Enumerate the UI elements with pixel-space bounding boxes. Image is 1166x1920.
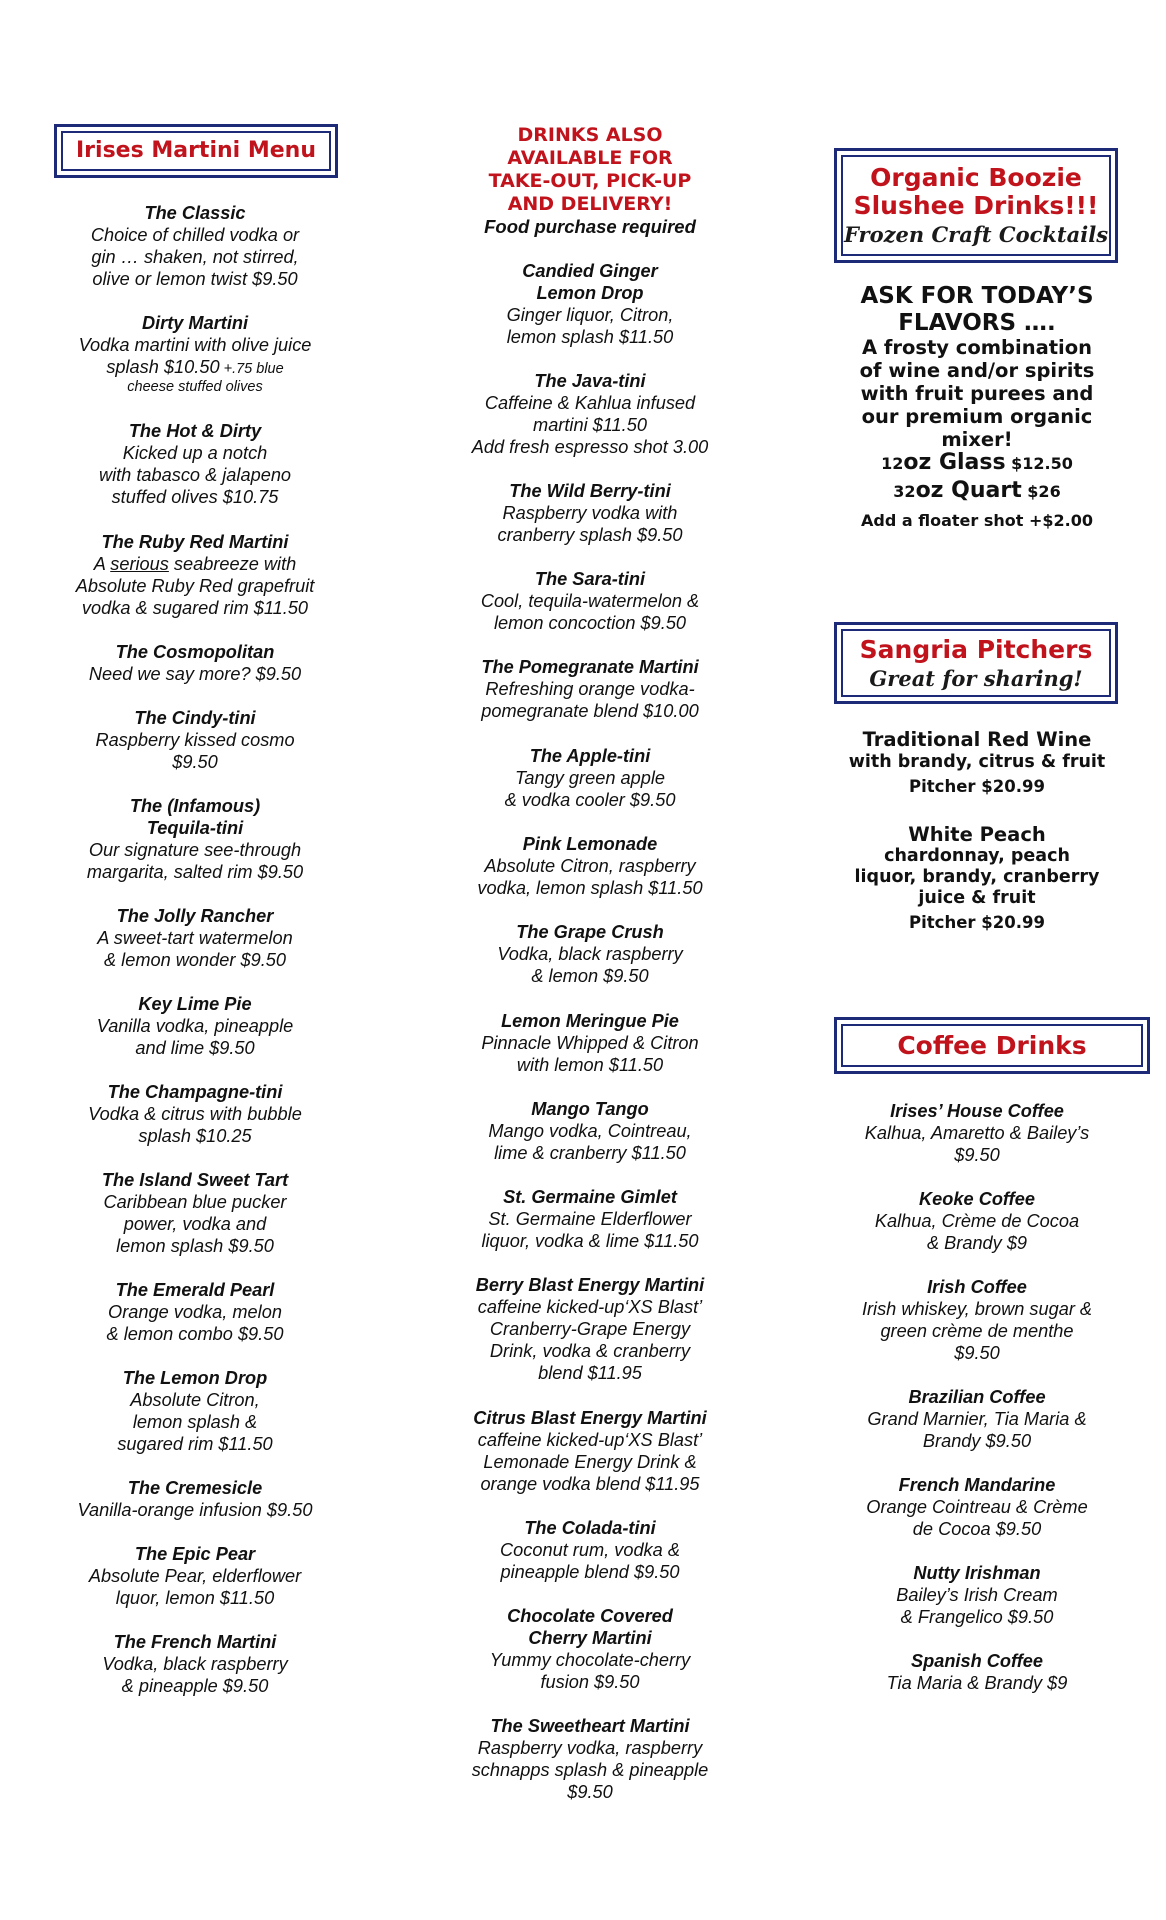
coffee-title: Coffee Drinks [897, 1030, 1087, 1060]
item-desc: Orange Cointreau & Crème de Cocoa $9.50 [866, 1497, 1088, 1539]
item-desc: Irish whiskey, brown sugar & green crème de menthe $9.50 [861, 1299, 1093, 1363]
menu-item [40, 1169, 350, 1257]
item-name: The Cindy-tini [134, 708, 256, 728]
item-desc: Caribbean blue pucker power, vodka and lemon splash $9.50 [103, 1192, 287, 1256]
sangria-subtitle: Great for sharing! [869, 665, 1083, 691]
takeout-notice: DRINKS ALSO AVAILABLE FOR TAKE-OUT, PICK-UP AND DELIVERY! [488, 124, 692, 215]
item-desc: Absolute Ruby Red grapefruit vodka & sugared rim $11.50 [75, 576, 315, 618]
item-name: Irish Coffee [927, 1277, 1027, 1297]
item-name: The Champagne-tini [107, 1082, 283, 1102]
item-desc: Vodka martini with olive juice splash $10.50 [78, 335, 312, 377]
menu-item [440, 1715, 740, 1803]
item-desc: caffeine kicked-up‘XS Blast’ Cranberry-Grape Energy Drink, vodka & cranberry blend $11.95 [477, 1297, 703, 1383]
item-name: Key Lime Pie [138, 994, 252, 1014]
menu-item [40, 420, 350, 508]
item-desc: Kicked up a notch with tabasco & jalapeno stuffed olives $10.75 [98, 443, 292, 507]
sangria-name: White Peach [908, 823, 1046, 846]
item-name: Keoke Coffee [919, 1189, 1035, 1209]
menu-item [40, 1631, 350, 1697]
item-name: Lemon Meringue Pie [501, 1011, 679, 1031]
item-desc: St. Germaine Elderflower liquor, vodka & lime $11.50 [481, 1209, 699, 1251]
item-name: The (Infamous) Tequila-tini [129, 796, 261, 838]
item-desc: Refreshing orange vodka- pomegranate blend $10.00 [481, 679, 699, 721]
item-desc: Vanilla vodka, pineapple and lime $9.50 [96, 1016, 294, 1058]
menu-item [440, 1517, 740, 1583]
item-desc-prefix: A [93, 554, 111, 574]
menu-item [440, 1098, 740, 1164]
item-name: Citrus Blast Energy Martini [473, 1408, 707, 1428]
menu-item [440, 921, 740, 987]
quart-size: 32 [893, 482, 916, 501]
menu-item [440, 833, 740, 899]
martini-menu-title: Irises Martini Menu [76, 137, 316, 163]
item-desc: Kalhua, Amaretto & Bailey’s $9.50 [864, 1123, 1090, 1165]
item-desc: Absolute Citron, lemon splash & sugared rim $11.50 [117, 1390, 273, 1454]
menu-item [832, 1562, 1122, 1628]
item-desc: caffeine kicked-up‘XS Blast’ Lemonade Energy Drink & orange vodka blend $11.95 [477, 1430, 703, 1494]
item-desc: Vodka & citrus with bubble splash $10.25 [88, 1104, 302, 1146]
item-name: The Island Sweet Tart [101, 1170, 289, 1190]
item-desc: Coconut rum, vodka & pineapple blend $9.50 [500, 1540, 680, 1582]
menu-item [440, 1010, 740, 1076]
item-name: Berry Blast Energy Martini [475, 1275, 705, 1295]
item-name: The Grape Crush [516, 922, 664, 942]
menu-item [440, 1407, 740, 1495]
slushee-subtitle: Frozen Craft Cocktails [843, 222, 1109, 247]
menu-item [832, 1100, 1122, 1166]
item-desc: Our signature see-through margarita, salted rim $9.50 [86, 840, 304, 882]
menu-item [440, 568, 740, 634]
slushee-header [834, 148, 1118, 263]
slushee-title-line2: Slushee Drinks!!! [853, 191, 1099, 220]
specialty-column [440, 0, 740, 1920]
item-desc: Orange vodka, melon & lemon combo $9.50 [106, 1302, 284, 1344]
sangria-title: Sangria Pitchers [859, 634, 1093, 664]
takeout-notice-sub: Food purchase required [484, 216, 696, 237]
item-name: French Mandarine [898, 1475, 1056, 1495]
martini-column [40, 0, 350, 1920]
item-desc: Tia Maria & Brandy $9 [886, 1673, 1068, 1693]
sangria-desc: chardonnay, peach liquor, brandy, cranberry juice & fruit [854, 846, 1100, 908]
item-desc: A sweet-tart watermelon & lemon wonder $9.50 [97, 928, 293, 970]
item-name: The Wild Berry-tini [509, 481, 671, 501]
item-name: The Ruby Red Martini [101, 532, 289, 552]
menu-item [440, 370, 740, 458]
item-name: The Cosmopolitan [115, 642, 275, 662]
item-name: Spanish Coffee [910, 1651, 1044, 1671]
martini-menu-header [54, 124, 338, 178]
menu-item [440, 480, 740, 546]
sangria-price: Pitcher $20.99 [909, 913, 1045, 932]
item-name: Nutty Irishman [913, 1563, 1041, 1583]
slushee-glass-price [832, 450, 1122, 477]
item-name: The Classic [144, 203, 246, 223]
menu-item [40, 1279, 350, 1345]
menu-item [40, 1367, 350, 1455]
menu-item [40, 1081, 350, 1147]
item-name: The Cremesicle [127, 1478, 263, 1498]
slushee-ask-flavors: ASK FOR TODAY’S FLAVORS …. [860, 283, 1094, 336]
item-desc: Mango vodka, Cointreau, lime & cranberry $11.50 [488, 1121, 692, 1163]
item-name: The Jolly Rancher [116, 906, 274, 926]
item-desc: Absolute Pear, elderflower lquor, lemon $11.50 [88, 1566, 302, 1608]
item-name: Candied Ginger Lemon Drop [522, 261, 658, 303]
menu-item [40, 312, 350, 396]
menu-item [440, 745, 740, 811]
item-desc: Bailey’s Irish Cream & Frangelico $9.50 [896, 1585, 1058, 1627]
item-desc-extra: +.75 blue [219, 361, 284, 377]
item-desc: Raspberry vodka with cranberry splash $9.50 [497, 503, 683, 545]
item-name: The Apple-tini [529, 746, 651, 766]
item-name: The Hot & Dirty [128, 421, 262, 441]
item-name: Irises’ House Coffee [890, 1101, 1064, 1121]
item-desc-underline: serious [110, 554, 169, 574]
item-name: Dirty Martini [141, 313, 249, 333]
item-name: Pink Lemonade [522, 834, 658, 854]
item-name: Mango Tango [531, 1099, 649, 1119]
item-desc: Kalhua, Crème de Cocoa & Brandy $9 [874, 1211, 1080, 1253]
slushee-quart-price [832, 478, 1122, 505]
menu-item [832, 1650, 1122, 1694]
sangria-header [834, 622, 1118, 704]
menu-item [40, 993, 350, 1059]
menu-item [40, 905, 350, 971]
sangria-price: Pitcher $20.99 [909, 777, 1045, 796]
menu-item [832, 1276, 1122, 1364]
glass-size: 12 [881, 454, 904, 473]
menu-item [440, 656, 740, 722]
sangria-desc: with brandy, citrus & fruit [848, 752, 1106, 772]
menu-item [440, 260, 740, 348]
item-desc-suffix: seabreeze with [168, 554, 297, 574]
coffee-header [834, 1017, 1150, 1074]
menu-item [40, 707, 350, 773]
item-name: The French Martini [113, 1632, 277, 1652]
item-desc: Raspberry vodka, raspberry schnapps splash & pineapple $9.50 [471, 1738, 709, 1802]
item-name: Chocolate Covered Cherry Martini [507, 1606, 673, 1648]
item-desc-extra-line: cheese stuffed olives [127, 379, 263, 395]
item-desc: Caffeine & Kahlua infused martini $11.50 Add fresh espresso shot 3.00 [471, 393, 709, 457]
menu-item [40, 531, 350, 619]
menu-item [40, 1543, 350, 1609]
frozen-and-coffee-column [832, 0, 1162, 1920]
item-desc: Pinnacle Whipped & Citron with lemon $11.50 [481, 1033, 699, 1075]
item-desc: Cool, tequila-watermelon & lemon concoction $9.50 [480, 591, 700, 633]
item-name: St. Germaine Gimlet [503, 1187, 677, 1207]
menu-item [440, 1605, 740, 1693]
item-name: The Lemon Drop [122, 1368, 268, 1388]
menu-item [40, 795, 350, 883]
menu-item [40, 202, 350, 290]
quart-price: $26 [1027, 482, 1061, 501]
menu-item [40, 1477, 350, 1521]
item-desc: Choice of chilled vodka or gin … shaken, not stirred, olive or lemon twist $9.50 [90, 225, 300, 289]
item-desc: Vodka, black raspberry & pineapple $9.50 [102, 1654, 288, 1696]
sangria-name: Traditional Red Wine [862, 728, 1092, 751]
item-desc: Tangy green apple & vodka cooler $9.50 [504, 768, 676, 810]
item-desc: Vanilla-orange infusion $9.50 [77, 1500, 313, 1520]
item-name: The Emerald Pearl [115, 1280, 275, 1300]
item-name: The Java-tini [534, 371, 646, 391]
slushee-description: A frosty combination of wine and/or spirits with fruit purees and our premium organic mixer! [859, 336, 1095, 451]
item-name: The Sweetheart Martini [490, 1716, 690, 1736]
menu-item [440, 1274, 740, 1384]
floater-shot: Add a floater shot +$2.00 [861, 511, 1093, 530]
item-name: The Epic Pear [134, 1544, 256, 1564]
item-name: The Sara-tini [534, 569, 646, 589]
item-desc: Vodka, black raspberry & lemon $9.50 [497, 944, 683, 986]
item-desc: Absolute Citron, raspberry vodka, lemon splash $11.50 [477, 856, 703, 898]
slushee-title-line1: Organic Boozie [870, 163, 1082, 192]
menu-item [832, 1386, 1122, 1452]
glass-label: oz Glass [903, 450, 1006, 475]
item-desc: Raspberry kissed cosmo $9.50 [95, 730, 295, 772]
quart-label: oz Quart [915, 478, 1022, 503]
menu-item [832, 1188, 1122, 1254]
item-desc: Grand Marnier, Tia Maria & Brandy $9.50 [867, 1409, 1087, 1451]
glass-price: $12.50 [1011, 454, 1073, 473]
item-name: Brazilian Coffee [908, 1387, 1046, 1407]
item-name: The Colada-tini [524, 1518, 656, 1538]
menu-item [440, 1186, 740, 1252]
item-desc: Need we say more? $9.50 [88, 664, 302, 684]
item-name: The Pomegranate Martini [481, 657, 699, 677]
item-desc: Yummy chocolate-cherry fusion $9.50 [489, 1650, 691, 1692]
item-desc: Ginger liquor, Citron, lemon splash $11.50 [506, 305, 674, 347]
menu-item [40, 641, 350, 685]
menu-item [832, 1474, 1122, 1540]
